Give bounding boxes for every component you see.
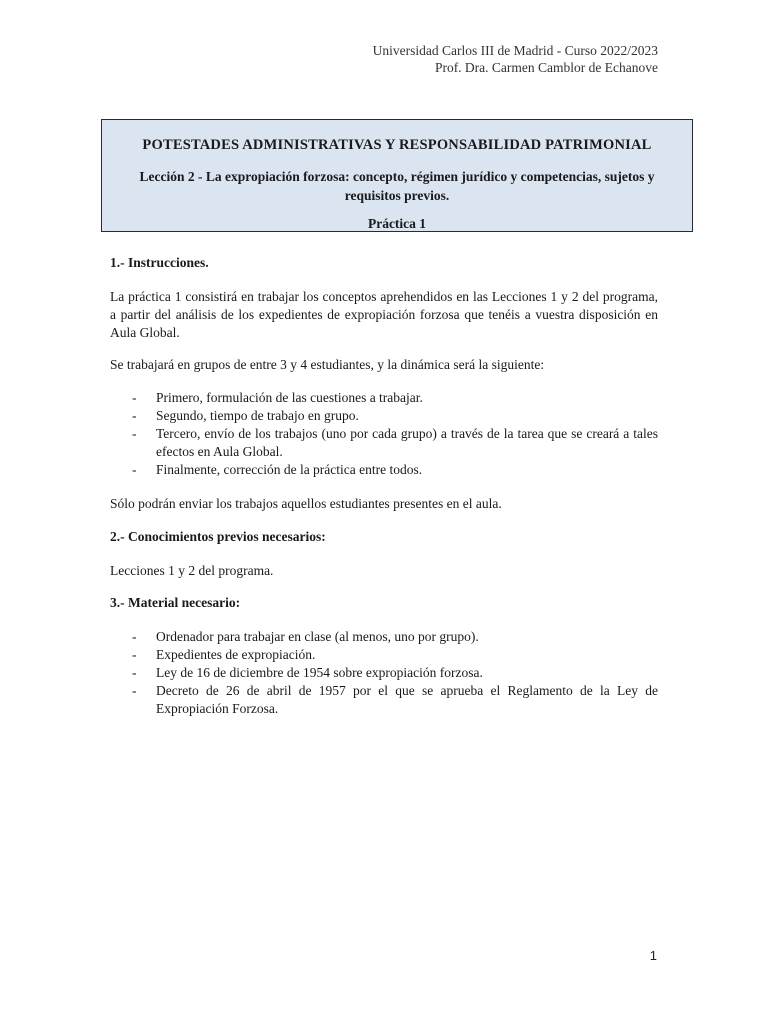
list-dash: - <box>132 390 137 405</box>
page-number: 1 <box>649 948 657 963</box>
paragraph: Lecciones 1 y 2 del programa. <box>110 563 274 578</box>
list-item: - Segundo, tiempo de trabajo en grupo. <box>132 408 359 423</box>
dynamics-list <box>110 389 658 479</box>
title-box <box>101 119 693 232</box>
document-body <box>110 254 658 718</box>
section-heading-prior-knowledge: 2.- Conocimientos previos necesarios: <box>110 529 326 544</box>
practice-title: Práctica 1 <box>367 216 427 231</box>
list-item: - Ley de 16 de diciembre de 1954 sobre expropiación forzosa. <box>132 665 483 680</box>
paragraph: Sólo podrán enviar los trabajos aquellos estudiantes presentes en el aula. <box>110 496 502 511</box>
list-item: - Ordenador para trabajar en clase (al menos, uno por grupo). <box>132 629 479 644</box>
list-item: - Finalmente, corrección de la práctica entre todos. <box>132 462 423 477</box>
list-dash: - <box>132 426 137 441</box>
list-item: - Decreto de 26 de abril de 1957 por el que se aprueba el Reglamento de la Ley de Expropiación Forzosa. <box>132 683 658 716</box>
page-header <box>373 42 658 76</box>
section-heading-materials: 3.- Material necesario: <box>110 595 241 610</box>
list-dash: - <box>132 683 137 698</box>
header-university: Universidad Carlos III de Madrid - Curso 2022/2023 <box>372 43 658 58</box>
paragraph: Se trabajará en grupos de entre 3 y 4 estudiantes, y la dinámica será la siguiente: <box>110 357 545 372</box>
lesson-title: Lección 2 - La expropiación forzosa: concepto, régimen jurídico y competencias, sujetos y requisitos previos. <box>139 169 655 203</box>
materials-list <box>110 628 658 718</box>
course-title: POTESTADES ADMINISTRATIVAS Y RESPONSABILIDAD PATRIMONIAL <box>142 137 652 153</box>
list-dash: - <box>132 629 137 644</box>
list-item: - Primero, formulación de las cuestiones a trabajar. <box>132 390 423 405</box>
list-dash: - <box>132 462 137 477</box>
list-item: - Expedientes de expropiación. <box>132 647 316 662</box>
list-dash: - <box>132 647 137 662</box>
list-dash: - <box>132 665 137 680</box>
paragraph: La práctica 1 consistirá en trabajar los conceptos aprehendidos en las Lecciones 1 y 2 del programa, a partir del análisis de los expedientes de expropiación forzosa que tenéis a vuestra disposición en Aula Global. <box>110 289 658 340</box>
header-professor: Prof. Dra. Carmen Camblor de Echanove <box>434 60 658 75</box>
list-item: - Tercero, envío de los trabajos (uno por cada grupo) a través de la tarea que se creará a tales efectos en Aula Global. <box>132 426 658 459</box>
section-heading-instructions: 1.- Instrucciones. <box>110 255 209 270</box>
list-dash: - <box>132 408 137 423</box>
